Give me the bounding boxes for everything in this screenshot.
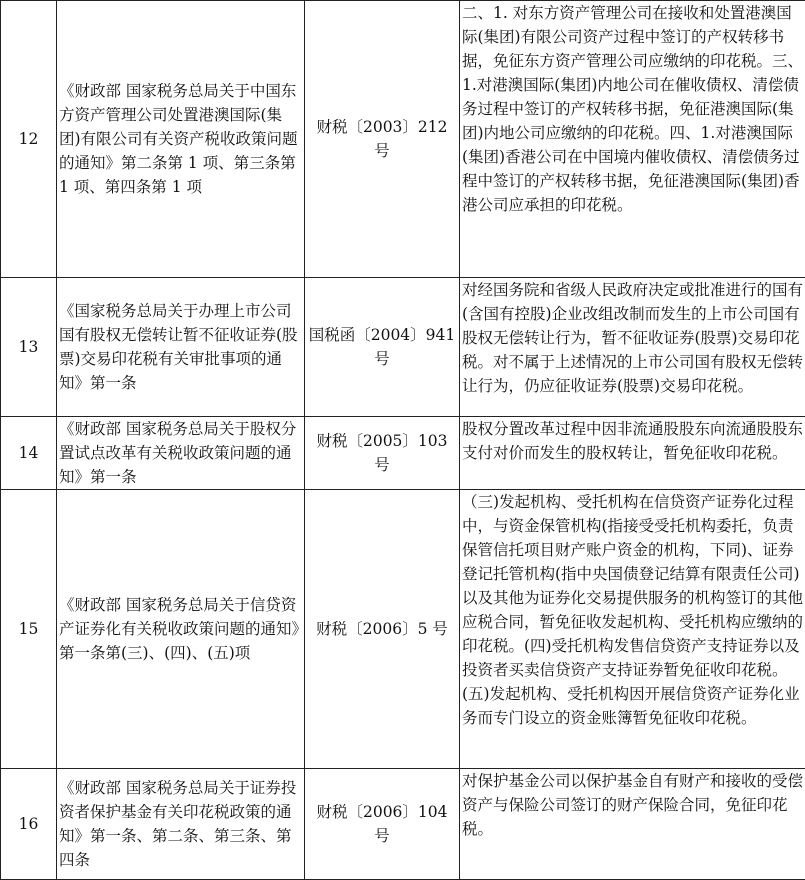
table-row: [1, 769, 805, 880]
policy-title: 《财政部 国家税务总局关于中国东方资产管理公司处置港澳国际(集 团)有限公司有关资产税收政策问题的通知》第二条第 1 项、第三条第 1 项、第四条第 1 项: [57, 1, 305, 278]
row-number: 16: [1, 769, 57, 880]
table-row: [1, 417, 805, 490]
policy-title: 《国家税务总局关于办理上市公司国有股权无偿转让暂不征收证券(股 票)交易印花税有关审批事项的通知》第一条: [57, 278, 305, 417]
table-row: [1, 278, 805, 417]
policy-content: 二、1. 对东方资产管理公司在接收和处置港澳国际(集团)有限公司资产过程中签订的产权转移书据，免征东方资产管理公司应缴纳的印花税。三、1.对港澳国际(集团)内地公司在催收债权、清偿债务过程中签订的产权转移书据，免征港澳国际(集团)内地公司应缴纳的印花税。四、1.对港澳国际(集团)香港公司在中国境内催收债权、清偿债务过程中签订的产权转移书据，免征港澳国际(集团)香港公司应承担的印花税。: [460, 1, 805, 278]
policy-title: 《财政部 国家税务总局关于股权分置试点改革有关税收政策问题的通知》第一条: [57, 417, 305, 490]
policy-content: 对经国务院和省级人民政府决定或批准进行的国有(含国有控股)企业改组改制而发生的上市公司国有股权无偿转让行为，暂不征收证券(股票)交易印花税。对不属于上述情况的上市公司国有股权无偿转让行为，仍应征收证券(股票)交易印花税。: [460, 278, 805, 417]
table-row: [1, 1, 805, 278]
row-number: 14: [1, 417, 57, 490]
table-row: [1, 490, 805, 769]
document-number: 财税〔2006〕104 号: [305, 769, 460, 880]
policy-content: 股权分置改革过程中因非流通股股东向流通股股东支付对价而发生的股权转让，暂免征收印花税。: [460, 417, 805, 490]
document-number: 财税〔2006〕5 号: [305, 490, 460, 769]
policy-content: （三)发起机构、受托机构在信贷资产证券化过程中，与资金保管机构(指接受受托机构委托，负责保管信托项目财产账户资金的机构，下同)、证券登记托管机构(指中央国债登记结算有限责任公司)以及其他为证券化交易提供服务的机构签订的其他应税合同，暂免征收发起机构、受托机构应缴纳的印花税。(四)受托机构发售信贷资产支持证券以及投资者买卖信贷资产支持证券暂免征收印花税。(五)发起机构、受托机构因开展信贷资产证券化业务而专门设立的资金账簿暂免征收印花税。: [460, 490, 805, 769]
document-number: 财税〔2005〕103 号: [305, 417, 460, 490]
policy-title: 《财政部 国家税务总局关于信贷资产证券化有关税收政策问题的通知》第一条第(三)、(四)、(五)项: [57, 490, 305, 769]
policy-title: 《财政部 国家税务总局关于证券投资者保护基金有关印花税政策的通知》第一条、第二条、第三条、第四条: [57, 769, 305, 880]
row-number: 13: [1, 278, 57, 417]
row-number: 15: [1, 490, 57, 769]
policy-content: 对保护基金公司以保护基金自有财产和接收的受偿资产与保险公司签订的财产保险合同，免征印花税。: [460, 769, 805, 880]
document-number: 财税〔2003〕212 号: [305, 1, 460, 278]
row-number: 12: [1, 1, 57, 278]
document-number: 国税函〔2004〕941 号: [305, 278, 460, 417]
